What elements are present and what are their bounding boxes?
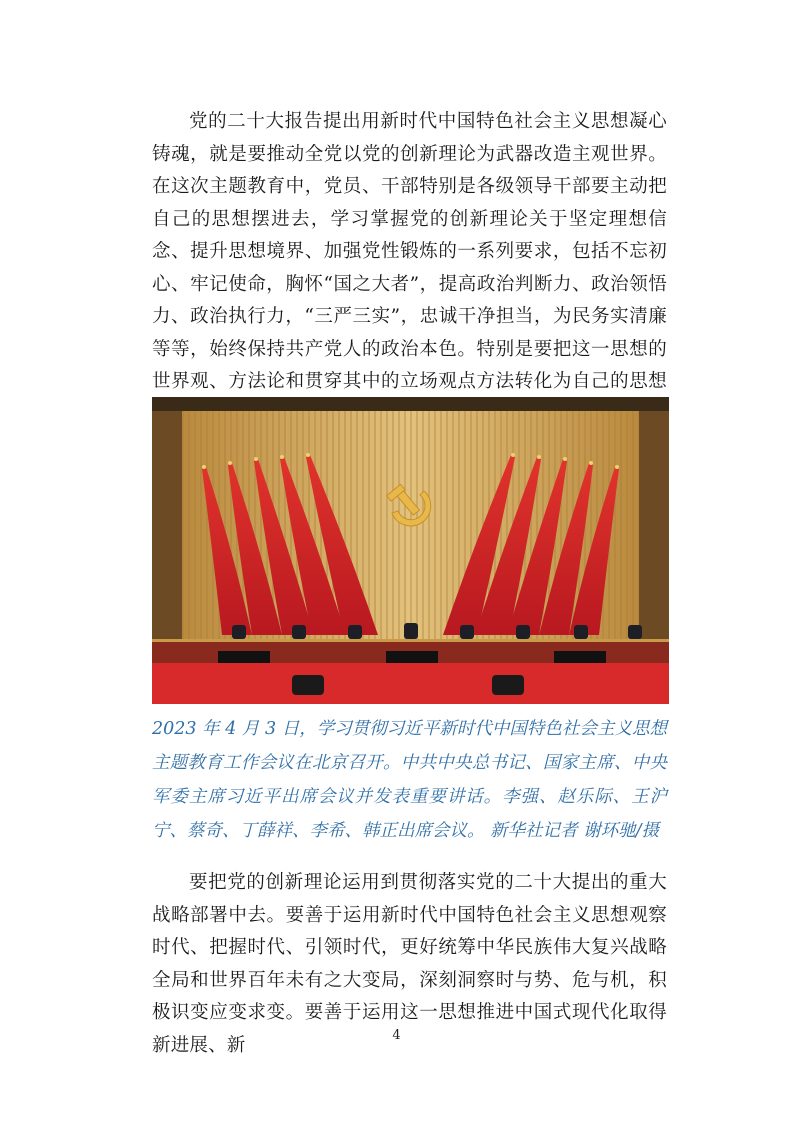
body-paragraph-2: 要把党的创新理论运用到贯彻落实党的二十大提出的重大战略部署中去。要善于运用新时代中国特色社会主义思想观察时代、把握时代、引领时代，更好统筹中华民族伟大复兴战略全局和世界百年未有之大变局，深刻洞察时与势、危与机，积极识变应变求变。要善于运用这一思想推进中国式现代化取得新进展、新 [152,872,667,1056]
conference-photo [152,397,669,704]
photo-caption: 2023 年 4 月 3 日，学习贯彻习近平新时代中国特色社会主义思想主题教育工作会议在北京召开。中共中央总书记、国家主席、中央军委主席习近平出席会议并发表重要讲话。李强、赵乐际、王沪宁、蔡奇、丁薛祥、李希、韩正出席会议。 新华社记者 谢环驰/摄 [152,719,667,841]
page-number: 4 [392,1028,401,1043]
body-paragraph-1: 党的二十大报告提出用新时代中国特色社会主义思想凝心铸魂，就是要推动全党以党的创新理论为武器改造主观世界。在这次主题教育中，党员、干部特别是各级领导干部要主动把自己的思想摆进去，学习掌握党的创新理论关于坚定理想信念、提升思想境界、加强党性锻炼的一系列要求，包括不忘初心、牢记使命，胸怀“国之大者”，提高政治判断力、政治领悟力、政治执行力，“三严三实”，忠诚干净担当，为民务实清廉等等，始终保持共产党人的政治本色。特别是要把这一思想的世界观、方法论和贯穿其中的立场观点方法转化为自己的思想 [152,111,667,392]
